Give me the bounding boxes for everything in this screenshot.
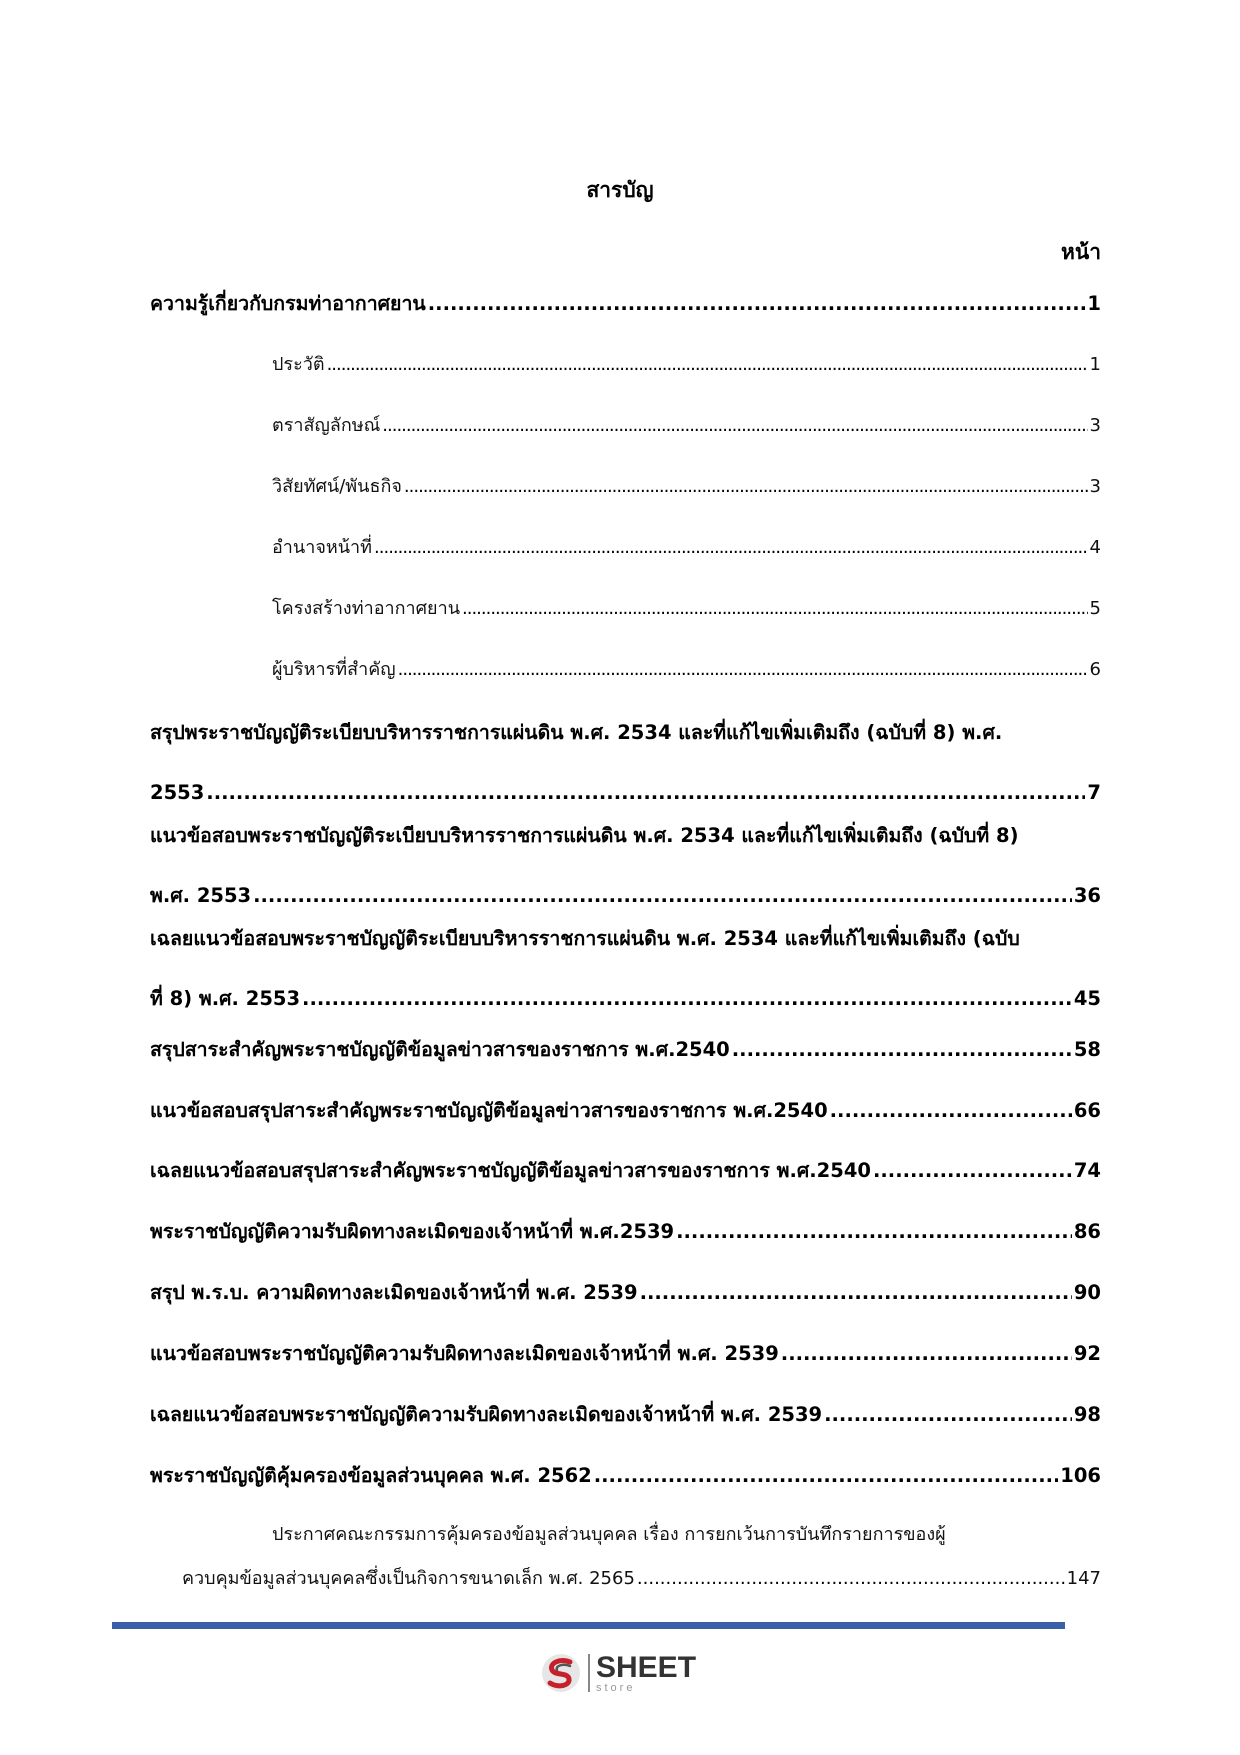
logo-text	[596, 1650, 697, 1694]
toc-title: สารบัญ	[586, 178, 654, 202]
dot-leader	[824, 1400, 1072, 1430]
toc-entry-page: 92	[1073, 1342, 1101, 1365]
toc-entry-page: 86	[1073, 1220, 1101, 1243]
toc-subentry[interactable]	[182, 1520, 1101, 1594]
toc-subentry[interactable]	[272, 411, 1101, 441]
toc-entry-text-cont: พ.ศ. 2553	[150, 884, 252, 907]
dot-leader	[830, 1096, 1072, 1126]
toc-entry-page: 74	[1073, 1159, 1101, 1182]
page-column-header: หน้า	[1061, 240, 1101, 264]
toc-subentry[interactable]	[272, 350, 1101, 380]
toc-entry-page: 147	[1066, 1568, 1101, 1589]
toc-entry-page: 1	[1087, 292, 1101, 315]
toc-entry[interactable]	[150, 1096, 1101, 1126]
toc-subentry[interactable]	[272, 594, 1101, 624]
dot-leader	[398, 655, 1088, 685]
toc-entry[interactable]	[150, 1156, 1101, 1186]
footer-logo	[540, 1648, 710, 1698]
toc-entry[interactable]	[150, 924, 1101, 1014]
dot-leader	[873, 1156, 1072, 1186]
toc-entry-text: แนวข้อสอบพระราชบัญญัติระเบียบบริหารราชการแผ่นดิน พ.ศ. 2534 และที่แก้ไขเพิ่มเติมถึง (ฉบับที่ 8)	[150, 824, 1019, 847]
toc-entry[interactable]	[150, 289, 1101, 319]
toc-entry-page: 66	[1073, 1099, 1101, 1122]
logo-subtext: store	[596, 1681, 636, 1694]
footer-rule	[112, 1622, 1065, 1629]
toc-entry[interactable]	[150, 821, 1101, 911]
dot-leader	[640, 1278, 1072, 1308]
dot-leader	[594, 1461, 1059, 1491]
dot-leader	[462, 594, 1088, 624]
toc-entry[interactable]	[150, 1035, 1101, 1065]
toc-entry[interactable]	[150, 1278, 1101, 1308]
toc-entry-page: 98	[1073, 1403, 1101, 1426]
toc-subentry[interactable]	[272, 472, 1101, 502]
toc-entry-text: ตราสัญลักษณ์	[272, 415, 381, 436]
dot-leader	[206, 778, 1085, 808]
dot-leader	[302, 984, 1072, 1014]
toc-entry-text-cont: 2553	[150, 781, 205, 804]
toc-entry-page: 4	[1089, 537, 1101, 558]
toc-entry-page: 106	[1060, 1464, 1101, 1487]
toc-entry-text: โครงสร้างท่าอากาศยาน	[272, 598, 460, 619]
toc-entry[interactable]	[150, 1217, 1101, 1247]
toc-entry-page: 90	[1073, 1281, 1101, 1304]
toc-entry-page: 3	[1089, 415, 1101, 436]
toc-subentry[interactable]	[272, 655, 1101, 685]
toc-entry-page: 45	[1073, 987, 1101, 1010]
toc-entry-text: วิสัยทัศน์/พันธกิจ	[272, 476, 402, 497]
toc-entry-text: แนวข้อสอบสรุปสาระสำคัญพระราชบัญญัติข้อมูลข่าวสารของราชการ พ.ศ.2540	[150, 1099, 828, 1122]
toc-entry-text: พระราชบัญญัติความรับผิดทางละเมิดของเจ้าหน้าที่ พ.ศ.2539	[150, 1220, 675, 1243]
toc-entry[interactable]	[150, 1461, 1101, 1491]
toc-entry-text: ประวัติ	[272, 354, 325, 375]
logo-wordmark: SHEET	[596, 1650, 697, 1684]
toc-entry-text: แนวข้อสอบพระราชบัญญัติความรับผิดทางละเมิดของเจ้าหน้าที่ พ.ศ. 2539	[150, 1342, 779, 1365]
toc-entry-text: ประกาศคณะกรรมการคุ้มครองข้อมูลส่วนบุคคล เรื่อง การยกเว้นการบันทึกรายการของผู้	[272, 1524, 946, 1545]
toc-entry-page: 6	[1089, 659, 1101, 680]
toc-entry[interactable]	[150, 718, 1101, 808]
dot-leader	[253, 881, 1072, 911]
toc-entry-page: 36	[1073, 884, 1101, 907]
toc-entry-text: ผู้บริหารที่สำคัญ	[272, 659, 396, 680]
toc-entry-text: สรุปสาระสำคัญพระราชบัญญัติข้อมูลข่าวสารของราชการ พ.ศ.2540	[150, 1038, 730, 1061]
toc-entry-page: 7	[1087, 781, 1101, 804]
toc-entry-text: ความรู้เกี่ยวกับกรมท่าอากาศยาน	[150, 292, 426, 315]
toc-entry-text: เฉลยแนวข้อสอบสรุปสาระสำคัญพระราชบัญญัติข้อมูลข่าวสารของราชการ พ.ศ.2540	[150, 1159, 871, 1182]
toc-entry[interactable]	[150, 1339, 1101, 1369]
toc-entry-page: 1	[1089, 354, 1101, 375]
toc-entry-page: 58	[1073, 1038, 1101, 1061]
dot-leader	[404, 472, 1088, 502]
toc-entry-text: สรุปพระราชบัญญัติระเบียบบริหารราชการแผ่นดิน พ.ศ. 2534 และที่แก้ไขเพิ่มเติมถึง (ฉบับที่ 8) พ.ศ.	[150, 721, 1003, 744]
sheet-store-logo-icon	[540, 1652, 582, 1694]
dot-leader	[781, 1339, 1072, 1369]
dot-leader	[327, 350, 1088, 380]
dot-leader	[374, 533, 1088, 563]
toc-entry-text: เฉลยแนวข้อสอบพระราชบัญญัติระเบียบบริหารราชการแผ่นดิน พ.ศ. 2534 และที่แก้ไขเพิ่มเติมถึง (ฉบับ	[150, 927, 1020, 950]
toc-entry-text-cont: ควบคุมข้อมูลส่วนบุคคลซึ่งเป็นกิจการขนาดเล็ก พ.ศ. 2565	[182, 1568, 635, 1589]
dot-leader	[732, 1035, 1072, 1065]
dot-leader	[382, 411, 1087, 441]
toc-entry-text: อำนาจหน้าที่	[272, 537, 373, 558]
toc-entry-text: เฉลยแนวข้อสอบพระราชบัญญัติความรับผิดทางละเมิดของเจ้าหน้าที่ พ.ศ. 2539	[150, 1403, 823, 1426]
dot-leader	[428, 289, 1086, 319]
toc-subentry[interactable]	[272, 533, 1101, 563]
toc-entry-text-cont: ที่ 8) พ.ศ. 2553	[150, 987, 301, 1010]
toc-entry-page: 5	[1089, 598, 1101, 619]
toc-entry-page: 3	[1089, 476, 1101, 497]
dot-leader	[637, 1564, 1065, 1594]
logo-separator	[588, 1654, 590, 1692]
toc-entry-text: พระราชบัญญัติคุ้มครองข้อมูลส่วนบุคคล พ.ศ. 2562	[150, 1464, 592, 1487]
toc-entry[interactable]	[150, 1400, 1101, 1430]
toc-entry-text: สรุป พ.ร.บ. ความผิดทางละเมิดของเจ้าหน้าที่ พ.ศ. 2539	[150, 1281, 638, 1304]
dot-leader	[676, 1217, 1072, 1247]
